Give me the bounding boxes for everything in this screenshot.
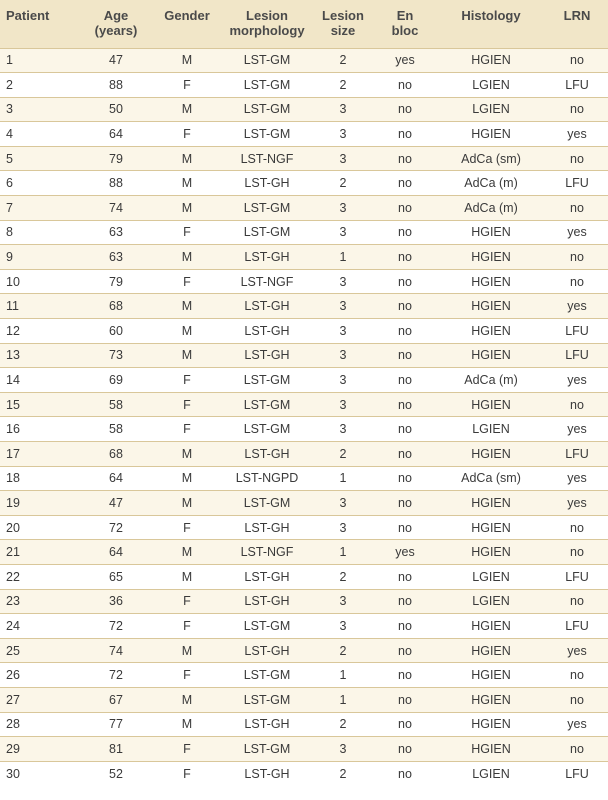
cell-gender: M	[152, 245, 222, 270]
cell-gender: M	[152, 146, 222, 171]
cell-en-bloc: no	[374, 712, 436, 737]
cell-lesion-size: 2	[312, 761, 374, 786]
cell-gender: F	[152, 761, 222, 786]
table-row	[0, 589, 608, 614]
column-header-line1: En	[396, 8, 414, 23]
cell-en-bloc: no	[374, 442, 436, 467]
column-header-line1: Patient	[6, 8, 50, 23]
cell-gender: F	[152, 73, 222, 98]
cell-lesion-morphology: LST-GH	[222, 638, 312, 663]
cell-en-bloc: no	[374, 171, 436, 196]
cell-lrn: yes	[546, 712, 608, 737]
table-row	[0, 73, 608, 98]
cell-lesion-size: 2	[312, 48, 374, 73]
cell-lesion-size: 3	[312, 220, 374, 245]
cell-lesion-size: 1	[312, 245, 374, 270]
cell-gender: M	[152, 48, 222, 73]
table-row	[0, 491, 608, 516]
cell-age: 64	[80, 122, 152, 147]
cell-age: 50	[80, 97, 152, 122]
column-header-lrn	[546, 0, 608, 48]
cell-lesion-size: 3	[312, 294, 374, 319]
table-row	[0, 540, 608, 565]
cell-lrn: no	[546, 663, 608, 688]
cell-patient: 15	[0, 392, 80, 417]
table-row	[0, 171, 608, 196]
cell-lesion-morphology: LST-GM	[222, 97, 312, 122]
cell-lrn: no	[546, 245, 608, 270]
cell-lrn: LFU	[546, 171, 608, 196]
column-header-line2: bloc	[391, 23, 419, 38]
cell-lesion-size: 2	[312, 564, 374, 589]
cell-lrn: no	[546, 737, 608, 762]
cell-histology: HGIEN	[436, 122, 546, 147]
table-row	[0, 146, 608, 171]
cell-lesion-size: 2	[312, 712, 374, 737]
table-row	[0, 737, 608, 762]
cell-age: 81	[80, 737, 152, 762]
cell-patient: 1	[0, 48, 80, 73]
cell-patient: 16	[0, 417, 80, 442]
cell-gender: F	[152, 220, 222, 245]
cell-patient: 12	[0, 319, 80, 344]
table-row	[0, 638, 608, 663]
cell-histology: HGIEN	[436, 540, 546, 565]
cell-lesion-morphology: LST-NGF	[222, 269, 312, 294]
cell-patient: 27	[0, 687, 80, 712]
column-header-line1: Lesion	[322, 8, 364, 23]
cell-lesion-size: 3	[312, 319, 374, 344]
cell-en-bloc: no	[374, 245, 436, 270]
cell-patient: 19	[0, 491, 80, 516]
cell-lrn: LFU	[546, 564, 608, 589]
cell-age: 72	[80, 614, 152, 639]
cell-en-bloc: no	[374, 269, 436, 294]
cell-lesion-morphology: LST-GM	[222, 737, 312, 762]
cell-lesion-size: 3	[312, 515, 374, 540]
cell-en-bloc: no	[374, 614, 436, 639]
column-header-line2: morphology	[229, 23, 305, 38]
cell-lesion-morphology: LST-GM	[222, 122, 312, 147]
table-row	[0, 515, 608, 540]
cell-lesion-morphology: LST-GH	[222, 171, 312, 196]
cell-age: 63	[80, 245, 152, 270]
cell-lesion-size: 2	[312, 171, 374, 196]
cell-histology: HGIEN	[436, 614, 546, 639]
cell-patient: 6	[0, 171, 80, 196]
cell-lesion-size: 3	[312, 589, 374, 614]
cell-en-bloc: no	[374, 368, 436, 393]
cell-histology: AdCa (sm)	[436, 466, 546, 491]
cell-gender: F	[152, 122, 222, 147]
cell-patient: 10	[0, 269, 80, 294]
cell-histology: LGIEN	[436, 97, 546, 122]
cell-lesion-morphology: LST-GM	[222, 73, 312, 98]
cell-age: 68	[80, 442, 152, 467]
cell-histology: HGIEN	[436, 737, 546, 762]
cell-age: 65	[80, 564, 152, 589]
cell-patient: 30	[0, 761, 80, 786]
cell-age: 58	[80, 392, 152, 417]
cell-en-bloc: no	[374, 220, 436, 245]
column-header-en-bloc	[374, 0, 436, 48]
table-row	[0, 663, 608, 688]
cell-lrn: no	[546, 515, 608, 540]
table-row	[0, 614, 608, 639]
cell-lesion-morphology: LST-GM	[222, 196, 312, 221]
cell-age: 79	[80, 269, 152, 294]
cell-en-bloc: no	[374, 564, 436, 589]
cell-lesion-size: 3	[312, 196, 374, 221]
cell-lesion-morphology: LST-GH	[222, 294, 312, 319]
cell-age: 58	[80, 417, 152, 442]
cell-gender: M	[152, 97, 222, 122]
cell-lesion-morphology: LST-GH	[222, 589, 312, 614]
cell-gender: M	[152, 540, 222, 565]
cell-lrn: yes	[546, 122, 608, 147]
cell-histology: AdCa (m)	[436, 196, 546, 221]
cell-gender: M	[152, 171, 222, 196]
table-row	[0, 269, 608, 294]
table-row	[0, 319, 608, 344]
cell-lesion-size: 3	[312, 146, 374, 171]
cell-lesion-size: 2	[312, 638, 374, 663]
cell-en-bloc: no	[374, 319, 436, 344]
table-row	[0, 392, 608, 417]
table-row	[0, 466, 608, 491]
cell-patient: 18	[0, 466, 80, 491]
cell-en-bloc: no	[374, 515, 436, 540]
cell-patient: 14	[0, 368, 80, 393]
cell-en-bloc: no	[374, 638, 436, 663]
cell-lesion-morphology: LST-GM	[222, 392, 312, 417]
cell-lesion-size: 1	[312, 540, 374, 565]
column-header-line1: Lesion	[246, 8, 288, 23]
cell-en-bloc: no	[374, 343, 436, 368]
cell-age: 88	[80, 171, 152, 196]
cell-patient: 2	[0, 73, 80, 98]
cell-gender: F	[152, 515, 222, 540]
cell-patient: 8	[0, 220, 80, 245]
cell-lrn: LFU	[546, 442, 608, 467]
cell-histology: HGIEN	[436, 712, 546, 737]
cell-histology: HGIEN	[436, 245, 546, 270]
cell-patient: 20	[0, 515, 80, 540]
cell-gender: M	[152, 319, 222, 344]
cell-en-bloc: no	[374, 466, 436, 491]
cell-patient: 13	[0, 343, 80, 368]
cell-lrn: LFU	[546, 73, 608, 98]
cell-en-bloc: no	[374, 122, 436, 147]
column-header-line2: (years)	[94, 23, 138, 38]
table-row	[0, 122, 608, 147]
cell-lesion-morphology: LST-GH	[222, 515, 312, 540]
table-row	[0, 294, 608, 319]
cell-histology: HGIEN	[436, 663, 546, 688]
cell-lesion-morphology: LST-GH	[222, 442, 312, 467]
cell-lesion-morphology: LST-GH	[222, 761, 312, 786]
header-row	[0, 0, 608, 48]
cell-lesion-morphology: LST-GM	[222, 614, 312, 639]
cell-histology: HGIEN	[436, 491, 546, 516]
cell-lesion-size: 3	[312, 614, 374, 639]
cell-lesion-morphology: LST-GH	[222, 245, 312, 270]
cell-age: 77	[80, 712, 152, 737]
cell-patient: 7	[0, 196, 80, 221]
cell-lesion-morphology: LST-GM	[222, 417, 312, 442]
cell-histology: HGIEN	[436, 319, 546, 344]
cell-age: 47	[80, 491, 152, 516]
cell-gender: F	[152, 663, 222, 688]
cell-lesion-morphology: LST-NGF	[222, 540, 312, 565]
cell-gender: M	[152, 442, 222, 467]
column-header-line1: LRN	[563, 8, 591, 23]
cell-age: 74	[80, 196, 152, 221]
cell-patient: 11	[0, 294, 80, 319]
cell-lesion-size: 2	[312, 73, 374, 98]
cell-histology: LGIEN	[436, 761, 546, 786]
cell-lesion-morphology: LST-NGPD	[222, 466, 312, 491]
cell-patient: 21	[0, 540, 80, 565]
table-row	[0, 761, 608, 786]
cell-age: 67	[80, 687, 152, 712]
cell-gender: M	[152, 638, 222, 663]
cell-en-bloc: no	[374, 73, 436, 98]
cell-patient: 5	[0, 146, 80, 171]
cell-lrn: no	[546, 269, 608, 294]
column-header-age	[80, 0, 152, 48]
cell-lesion-size: 3	[312, 122, 374, 147]
table-row	[0, 343, 608, 368]
cell-gender: F	[152, 368, 222, 393]
cell-age: 60	[80, 319, 152, 344]
cell-patient: 25	[0, 638, 80, 663]
cell-lesion-size: 2	[312, 442, 374, 467]
cell-histology: HGIEN	[436, 220, 546, 245]
cell-lesion-morphology: LST-GM	[222, 663, 312, 688]
cell-lrn: no	[546, 687, 608, 712]
cell-lrn: no	[546, 48, 608, 73]
cell-en-bloc: no	[374, 687, 436, 712]
cell-gender: M	[152, 712, 222, 737]
cell-patient: 29	[0, 737, 80, 762]
cell-en-bloc: no	[374, 737, 436, 762]
table-row	[0, 712, 608, 737]
cell-lrn: yes	[546, 368, 608, 393]
cell-gender: F	[152, 737, 222, 762]
cell-lesion-size: 3	[312, 368, 374, 393]
cell-lrn: LFU	[546, 343, 608, 368]
cell-en-bloc: yes	[374, 48, 436, 73]
cell-lrn: no	[546, 540, 608, 565]
cell-lrn: yes	[546, 491, 608, 516]
cell-histology: HGIEN	[436, 343, 546, 368]
cell-patient: 4	[0, 122, 80, 147]
column-header-patient	[0, 0, 80, 48]
cell-patient: 17	[0, 442, 80, 467]
table-header	[0, 0, 608, 48]
cell-lesion-size: 1	[312, 466, 374, 491]
cell-lrn: LFU	[546, 614, 608, 639]
cell-gender: F	[152, 417, 222, 442]
cell-gender: M	[152, 343, 222, 368]
cell-gender: M	[152, 491, 222, 516]
cell-en-bloc: no	[374, 294, 436, 319]
cell-lesion-size: 3	[312, 269, 374, 294]
column-header-histology	[436, 0, 546, 48]
cell-en-bloc: no	[374, 589, 436, 614]
cell-age: 63	[80, 220, 152, 245]
cell-age: 73	[80, 343, 152, 368]
cell-lesion-morphology: LST-GH	[222, 319, 312, 344]
cell-lrn: LFU	[546, 319, 608, 344]
cell-age: 74	[80, 638, 152, 663]
cell-histology: HGIEN	[436, 392, 546, 417]
cell-gender: M	[152, 466, 222, 491]
table-row	[0, 687, 608, 712]
cell-patient: 24	[0, 614, 80, 639]
column-header-gender	[152, 0, 222, 48]
column-header-lesion-size	[312, 0, 374, 48]
cell-lrn: no	[546, 589, 608, 614]
cell-lesion-size: 3	[312, 392, 374, 417]
cell-histology: AdCa (m)	[436, 171, 546, 196]
cell-lesion-morphology: LST-GM	[222, 368, 312, 393]
table-row	[0, 564, 608, 589]
cell-patient: 22	[0, 564, 80, 589]
cell-en-bloc: no	[374, 663, 436, 688]
cell-gender: F	[152, 614, 222, 639]
cell-gender: M	[152, 564, 222, 589]
cell-en-bloc: no	[374, 196, 436, 221]
cell-lesion-morphology: LST-GH	[222, 564, 312, 589]
cell-patient: 9	[0, 245, 80, 270]
column-header-line1: Gender	[164, 8, 210, 23]
cell-gender: M	[152, 687, 222, 712]
cell-histology: LGIEN	[436, 564, 546, 589]
cell-en-bloc: no	[374, 97, 436, 122]
cell-age: 64	[80, 540, 152, 565]
cell-age: 72	[80, 663, 152, 688]
cell-lesion-morphology: LST-GH	[222, 712, 312, 737]
cell-lrn: yes	[546, 220, 608, 245]
table-row	[0, 417, 608, 442]
cell-en-bloc: no	[374, 392, 436, 417]
cell-histology: HGIEN	[436, 269, 546, 294]
cell-histology: LGIEN	[436, 589, 546, 614]
table-row	[0, 245, 608, 270]
cell-lesion-morphology: LST-GM	[222, 687, 312, 712]
cell-gender: M	[152, 196, 222, 221]
cell-age: 36	[80, 589, 152, 614]
table-body	[0, 48, 608, 786]
table-row	[0, 220, 608, 245]
cell-age: 64	[80, 466, 152, 491]
cell-patient: 26	[0, 663, 80, 688]
table-row	[0, 196, 608, 221]
cell-lesion-size: 3	[312, 491, 374, 516]
cell-en-bloc: yes	[374, 540, 436, 565]
cell-lrn: yes	[546, 466, 608, 491]
cell-lrn: no	[546, 392, 608, 417]
cell-age: 52	[80, 761, 152, 786]
cell-histology: HGIEN	[436, 515, 546, 540]
cell-histology: LGIEN	[436, 417, 546, 442]
cell-lrn: LFU	[546, 761, 608, 786]
table-row	[0, 97, 608, 122]
table-row	[0, 48, 608, 73]
cell-gender: F	[152, 269, 222, 294]
cell-gender: M	[152, 294, 222, 319]
cell-lesion-size: 3	[312, 97, 374, 122]
cell-lrn: yes	[546, 294, 608, 319]
cell-age: 88	[80, 73, 152, 98]
cell-histology: HGIEN	[436, 48, 546, 73]
cell-lrn: no	[546, 196, 608, 221]
cell-lesion-morphology: LST-NGF	[222, 146, 312, 171]
cell-en-bloc: no	[374, 417, 436, 442]
cell-age: 47	[80, 48, 152, 73]
column-header-line1: Histology	[461, 8, 521, 23]
cell-lrn: no	[546, 146, 608, 171]
cell-histology: HGIEN	[436, 638, 546, 663]
cell-lesion-morphology: LST-GH	[222, 343, 312, 368]
column-header-line1: Age	[103, 8, 129, 23]
cell-patient: 3	[0, 97, 80, 122]
cell-en-bloc: no	[374, 761, 436, 786]
column-header-line2: size	[330, 23, 356, 38]
cell-age: 68	[80, 294, 152, 319]
cell-en-bloc: no	[374, 146, 436, 171]
cell-gender: F	[152, 589, 222, 614]
table-row	[0, 442, 608, 467]
cell-lesion-morphology: LST-GM	[222, 491, 312, 516]
column-header-lesion-morphology	[222, 0, 312, 48]
cell-patient: 28	[0, 712, 80, 737]
cell-patient: 23	[0, 589, 80, 614]
table-row	[0, 368, 608, 393]
cell-lesion-size: 1	[312, 687, 374, 712]
cell-histology: HGIEN	[436, 687, 546, 712]
cell-histology: HGIEN	[436, 442, 546, 467]
cell-age: 69	[80, 368, 152, 393]
cell-histology: AdCa (sm)	[436, 146, 546, 171]
cell-lesion-size: 1	[312, 663, 374, 688]
cell-age: 72	[80, 515, 152, 540]
cell-histology: HGIEN	[436, 294, 546, 319]
cell-lesion-size: 3	[312, 737, 374, 762]
cell-lrn: yes	[546, 638, 608, 663]
cell-lesion-morphology: LST-GM	[222, 220, 312, 245]
cell-gender: F	[152, 392, 222, 417]
cell-age: 79	[80, 146, 152, 171]
cell-lesion-size: 3	[312, 417, 374, 442]
cell-lrn: no	[546, 97, 608, 122]
cell-histology: LGIEN	[436, 73, 546, 98]
cell-lesion-size: 3	[312, 343, 374, 368]
cell-histology: AdCa (m)	[436, 368, 546, 393]
cell-lesion-morphology: LST-GM	[222, 48, 312, 73]
cell-lrn: yes	[546, 417, 608, 442]
cell-en-bloc: no	[374, 491, 436, 516]
